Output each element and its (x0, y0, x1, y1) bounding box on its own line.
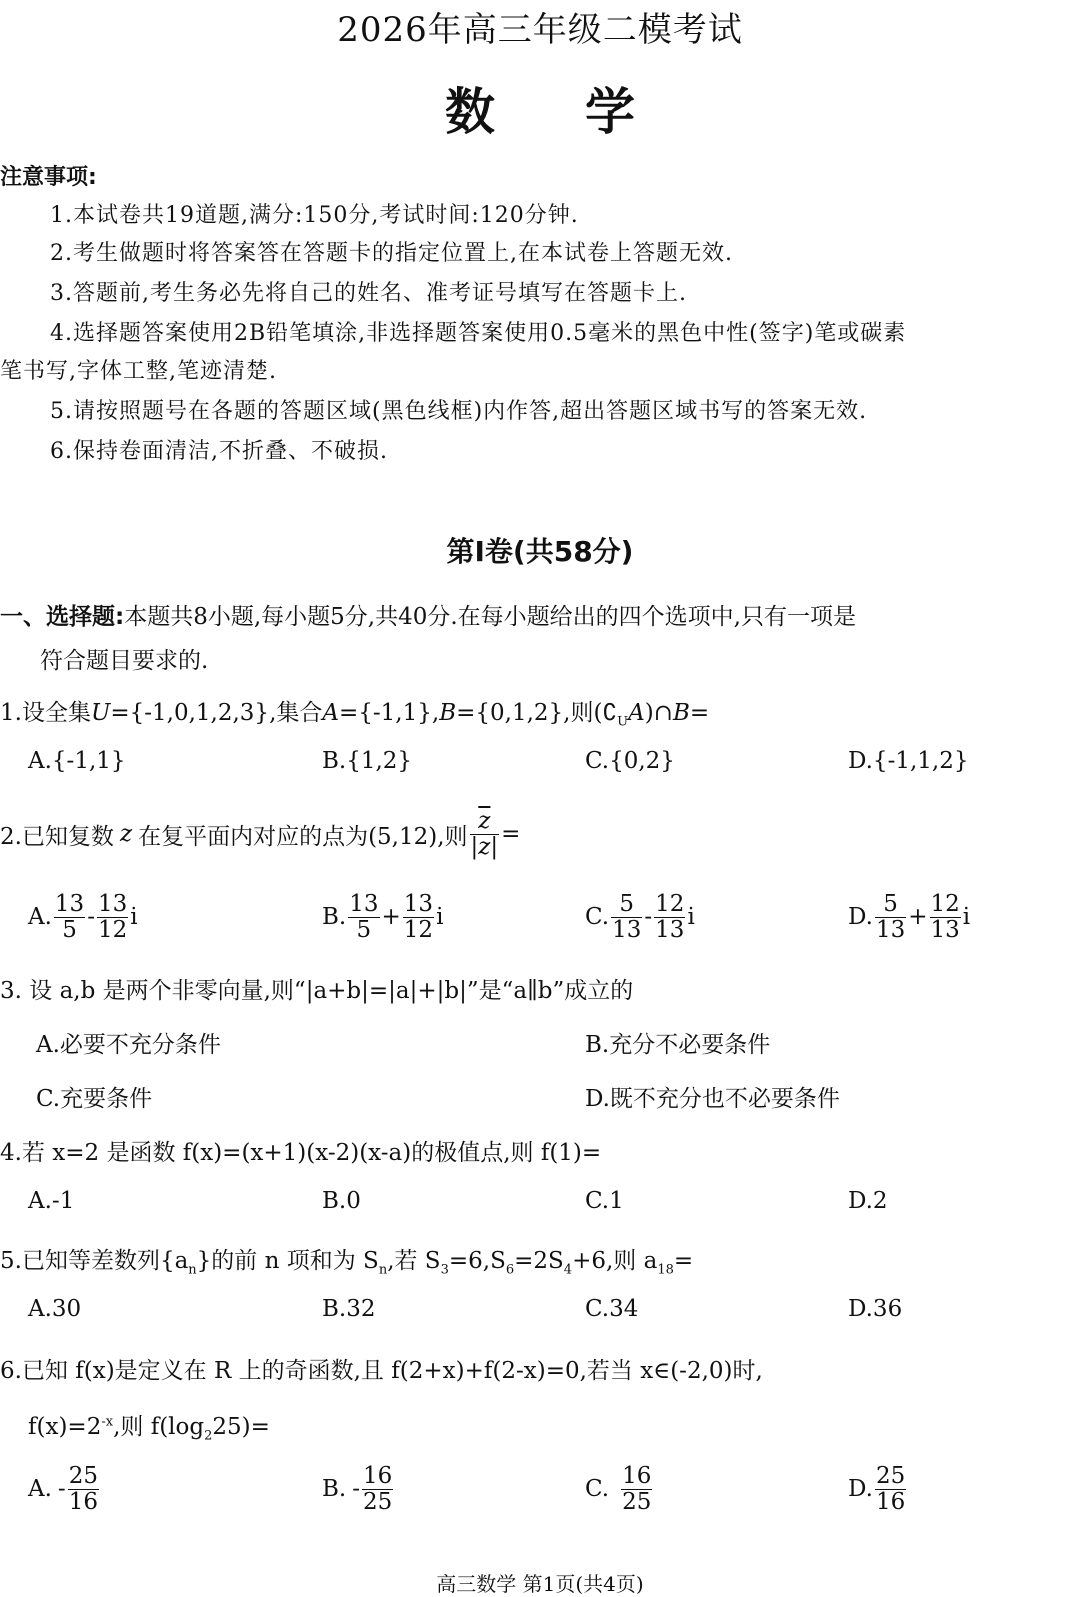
q5-text: 5.已知等差数列{a (0, 1248, 189, 1274)
fraction (621, 1464, 652, 1513)
fraction (930, 892, 961, 941)
numerator: 12 (655, 891, 685, 918)
fraction (875, 1464, 906, 1513)
fraction (97, 892, 128, 941)
denominator: 25 (363, 1488, 393, 1515)
q3-option-d: D.既不充分也不必要条件 (585, 1086, 840, 1112)
q5-text: +6,则 a (572, 1248, 658, 1274)
q6-text: 25)= (212, 1414, 270, 1440)
q2-text: 2.已知复数 (0, 823, 114, 850)
denominator: 5 (62, 916, 77, 943)
q5-sub: 3 (440, 1262, 449, 1278)
fraction (362, 1464, 393, 1513)
note-item-6: 6.保持卷面清洁,不折叠、不破损. (50, 439, 388, 464)
q3-option-c: C.充要条件 (36, 1086, 153, 1112)
option-label: B. (322, 1476, 347, 1502)
imaginary-unit: i (436, 904, 444, 930)
denominator: 12 (403, 916, 434, 943)
q2-fraction (470, 809, 500, 858)
page-footer: 高三数学 第1页(共4页) (436, 1572, 644, 1596)
imaginary-unit: i (687, 904, 695, 930)
q5-sub: n (188, 1262, 197, 1278)
option-label: D. (848, 1476, 873, 1502)
q5-text: = (673, 1248, 694, 1274)
q2-denominator: |z| (470, 833, 499, 860)
option-label: C. (585, 1476, 610, 1502)
denominator: 16 (68, 1488, 98, 1515)
imaginary-unit: i (130, 904, 138, 930)
note-item-5: 5.请按照题号在各题的答题区域(黑色线框)内作答,超出答题区域书写的答案无效. (50, 399, 868, 424)
note-item-4-cont: 笔书写,字体工整,笔迹清楚. (0, 359, 277, 384)
fraction (611, 892, 642, 941)
fraction (348, 892, 379, 941)
q5-option-a: A.30 (28, 1296, 82, 1322)
note-item-1: 1.本试卷共19道题,满分:150分,考试时间:120分钟. (50, 203, 579, 228)
numerator: 13 (403, 891, 434, 918)
q6-option-c (585, 1460, 654, 1518)
question-2 (0, 804, 520, 864)
fraction (54, 892, 85, 941)
question-6-line-2 (28, 1408, 270, 1444)
q1-var-b: B (439, 700, 457, 726)
q5-sub: 4 (563, 1262, 573, 1278)
notes-heading: 注意事项: (0, 165, 97, 190)
denominator: 13 (655, 916, 685, 943)
q5-text: ,若 S (387, 1248, 441, 1274)
question-6-line-1: 6.已知 f(x)是定义在 R 上的奇函数,且 f(2+x)+f(2-x)=0,若当 x∈(-2,0)时, (0, 1358, 763, 1384)
option-label: A. (28, 904, 52, 930)
note-item-2: 2.考生做题时将答案答在答题卡的指定位置上,在本试卷上答题无效. (50, 241, 733, 266)
q2-option-a (28, 888, 138, 946)
section-title: 第Ⅰ卷(共58分) (446, 535, 634, 568)
question-1 (0, 694, 709, 730)
q6-text: ,则 f(log (113, 1414, 205, 1440)
q4-option-d: D.2 (848, 1188, 888, 1214)
q5-option-c: C.34 (585, 1296, 639, 1322)
q1-option-c: C.{0,2} (585, 748, 675, 774)
question-4: 4.若 x=2 是函数 f(x)=(x+1)(x-2)(x-a)的极值点,则 f(1)= (0, 1140, 602, 1166)
sign: - (57, 1476, 66, 1502)
q5-text: }的前 n 项和为 S (196, 1248, 379, 1274)
q5-sub: 18 (657, 1262, 674, 1278)
numerator: 16 (363, 1463, 393, 1490)
denominator: 12 (97, 916, 128, 943)
q1-option-b: B.{1,2} (322, 748, 413, 774)
part-text-2: 符合题目要求的. (40, 648, 209, 674)
q5-option-b: B.32 (322, 1296, 376, 1322)
q6-text: f(x)=2 (28, 1414, 102, 1440)
q1-sub-u: U (617, 714, 629, 730)
q1-var-u: U (90, 700, 111, 726)
denominator: 16 (875, 1488, 906, 1515)
q2-option-c (585, 888, 695, 946)
part-label: 一、选择题: (0, 604, 125, 630)
imaginary-unit: i (962, 904, 971, 930)
fraction (68, 1464, 99, 1513)
q4-option-c: C.1 (585, 1188, 624, 1214)
q1-var-a: A (628, 700, 645, 726)
operator: - (644, 904, 653, 930)
q2-var-z: z (119, 821, 133, 847)
subject-title: 数学 (445, 82, 725, 141)
numerator: 13 (97, 891, 128, 918)
option-label: A. (28, 1476, 52, 1502)
q5-option-d: D.36 (848, 1296, 903, 1322)
exam-title: 2026年高三年级二模考试 (337, 10, 743, 50)
option-label: D. (848, 904, 873, 930)
q4-option-b: B.0 (322, 1188, 361, 1214)
numerator: 25 (875, 1463, 906, 1490)
q6-option-b (322, 1460, 395, 1518)
q2-numerator: $\overline{z}$ (478, 808, 491, 835)
denominator: 13 (875, 916, 906, 943)
numerator: 16 (622, 1463, 652, 1490)
denominator: 25 (622, 1488, 652, 1515)
q1-text: )∩ (644, 700, 673, 726)
denominator: 13 (930, 916, 960, 943)
q6-option-a (28, 1460, 101, 1518)
q3-option-a: A.必要不充分条件 (36, 1032, 221, 1058)
fraction (403, 892, 434, 941)
q6-option-d (848, 1460, 908, 1518)
sign: - (352, 1476, 360, 1502)
fraction (654, 892, 685, 941)
q5-text: =2S (514, 1248, 564, 1274)
q1-option-a: A.{-1,1} (28, 748, 126, 774)
numerator: 25 (68, 1463, 98, 1490)
q2-text: 在复平面内对应的点为(5,12),则 (138, 823, 468, 850)
q4-option-a: A.-1 (28, 1188, 75, 1214)
q1-option-d: D.{-1,1,2} (848, 748, 969, 774)
option-label: C. (585, 904, 610, 930)
q1-text: ={0,1,2},则(∁ (456, 700, 618, 726)
numerator: 5 (611, 892, 642, 917)
numerator: 13 (349, 891, 379, 918)
q1-text: ={-1,0,1,2,3},集合 (110, 700, 323, 726)
q1-text: = (689, 700, 710, 726)
q1-var-a: A (322, 700, 339, 726)
denominator: 13 (612, 916, 642, 943)
operator: - (87, 904, 95, 930)
fraction (875, 892, 906, 941)
part-heading (0, 598, 856, 631)
q1-text: ={-1,1}, (339, 700, 440, 726)
q2-option-d (848, 888, 970, 946)
note-item-4: 4.选择题答案使用2B铅笔填涂,非选择题答案使用0.5毫米的黑色中性(签字)笔或碳素 (50, 321, 907, 346)
numerator: 12 (930, 891, 960, 918)
question-3: 3. 设 a,b 是两个非零向量,则“|a+b|=|a|+|b|”是“a∥b”成立的 (0, 978, 634, 1004)
operator: + (381, 904, 401, 930)
note-item-3: 3.答题前,考生务必先将自己的姓名、准考证号填写在答题卡上. (50, 281, 687, 306)
numerator: 5 (875, 892, 906, 917)
q1-var-b: B (672, 700, 690, 726)
option-label: B. (322, 904, 347, 930)
q5-text: =6,S (448, 1248, 506, 1274)
numerator: 13 (54, 891, 85, 918)
q6-exponent: -x (101, 1414, 114, 1430)
denominator: 5 (356, 916, 372, 943)
operator: + (908, 904, 928, 930)
q3-option-b: B.充分不必要条件 (585, 1032, 771, 1058)
q5-sub: n (378, 1262, 388, 1278)
part-text-1: 本题共8小题,每小题5分,共40分.在每小题给出的四个选项中,只有一项是 (124, 604, 856, 630)
q2-option-b (322, 888, 443, 946)
q1-text: 1.设全集 (0, 700, 91, 726)
q5-sub: 6 (505, 1262, 515, 1278)
q2-text: = (501, 821, 521, 847)
question-5 (0, 1242, 693, 1278)
q6-log-base: 2 (204, 1428, 213, 1444)
